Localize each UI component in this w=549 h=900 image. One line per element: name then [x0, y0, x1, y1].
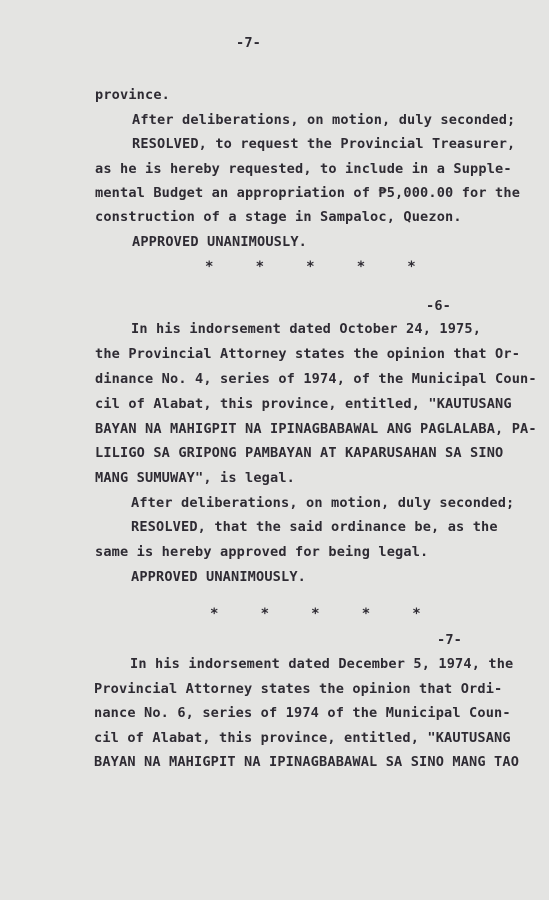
approval-line: APPROVED UNANIMOUSLY.	[132, 234, 308, 250]
body-line: In his indorsement dated December 5, 1974, the	[130, 656, 514, 672]
body-line: After deliberations, on motion, duly seconded;	[131, 495, 515, 511]
body-line: After deliberations, on motion, duly seconded;	[132, 112, 516, 128]
body-line: RESOLVED, that the said ordinance be, as the	[131, 519, 498, 535]
body-line: cil of Alabat, this province, entitled, "KAUTUSANG	[94, 730, 511, 746]
separator-asterisks: * * * * *	[205, 259, 416, 275]
item-number: -7-	[437, 632, 463, 648]
body-line: the Provincial Attorney states the opinion that Or-	[95, 346, 521, 362]
item-number: -6-	[426, 298, 452, 314]
body-line: cil of Alabat, this province, entitled, "KAUTUSANG	[95, 396, 512, 412]
body-line: same is hereby approved for being legal.	[95, 544, 429, 560]
body-line: LILIGO SA GRIPONG PAMBAYAN AT KAPARUSAHAN SA SINO	[95, 445, 504, 461]
approval-line: APPROVED UNANIMOUSLY.	[131, 569, 307, 585]
page-number: -7-	[236, 35, 262, 51]
body-line: RESOLVED, to request the Provincial Treasurer,	[132, 136, 516, 152]
body-line: province.	[95, 87, 171, 103]
body-line: MANG SUMUWAY", is legal.	[95, 470, 296, 486]
body-line: BAYAN NA MAHIGPIT NA IPINAGBABAWAL SA SINO MANG TAO	[94, 754, 520, 770]
body-line: mental Budget an appropriation of ₱5,000.00 for the	[95, 185, 521, 201]
separator-asterisks: * * * * *	[210, 606, 421, 622]
body-line: construction of a stage in Sampaloc, Quezon.	[95, 209, 462, 225]
body-line: In his indorsement dated October 24, 1975,	[131, 321, 482, 337]
body-line: BAYAN NA MAHIGPIT NA IPINAGBABAWAL ANG PAGLALABA, PA-	[95, 421, 537, 437]
body-line: dinance No. 4, series of 1974, of the Municipal Coun-	[95, 371, 537, 387]
body-line: nance No. 6, series of 1974 of the Municipal Coun-	[94, 705, 511, 721]
body-line: Provincial Attorney states the opinion that Ordi-	[94, 681, 503, 697]
body-line: as he is hereby requested, to include in a Supple-	[95, 161, 512, 177]
